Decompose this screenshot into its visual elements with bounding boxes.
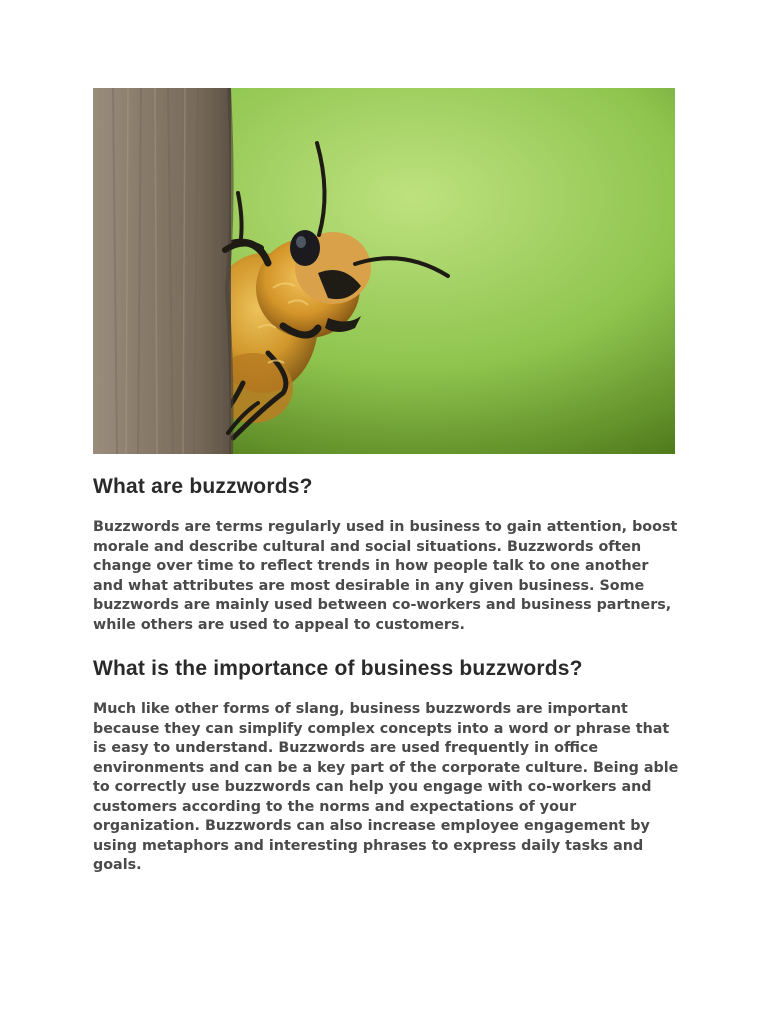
paragraph-importance-of-buzzwords: Much like other forms of slang, business buzzwords are important because they can simplify complex concepts into a word or phrase that is easy to understand. Buzzwords are used frequently in office environments and can be a key part of the corporate culture. Being able to correctly use buzzwords can help you engage with co-workers and customers according to the norms and expectations of your organization. Buzzwords can also increase employee engagement by using metaphors and interesting phrases to express daily tasks and goals. bbox=[93, 701, 679, 873]
article-body bbox=[93, 468, 683, 876]
bee-illustration bbox=[93, 88, 675, 454]
tree-trunk bbox=[93, 88, 232, 454]
heading-importance-of-buzzwords: What is the importance of business buzzwords? bbox=[93, 657, 583, 680]
paragraph-what-are-buzzwords: Buzzwords are terms regularly used in business to gain attention, boost morale and describe cultural and social situations. Buzzwords often change over time to reflect trends in how people talk to one another and what attributes are most desirable in any given business. Some buzzwords are mainly used between co-workers and business partners, while others are used to appeal to customers. bbox=[93, 519, 678, 633]
heading-what-are-buzzwords: What are buzzwords? bbox=[93, 475, 313, 498]
bee-photo bbox=[93, 88, 675, 454]
